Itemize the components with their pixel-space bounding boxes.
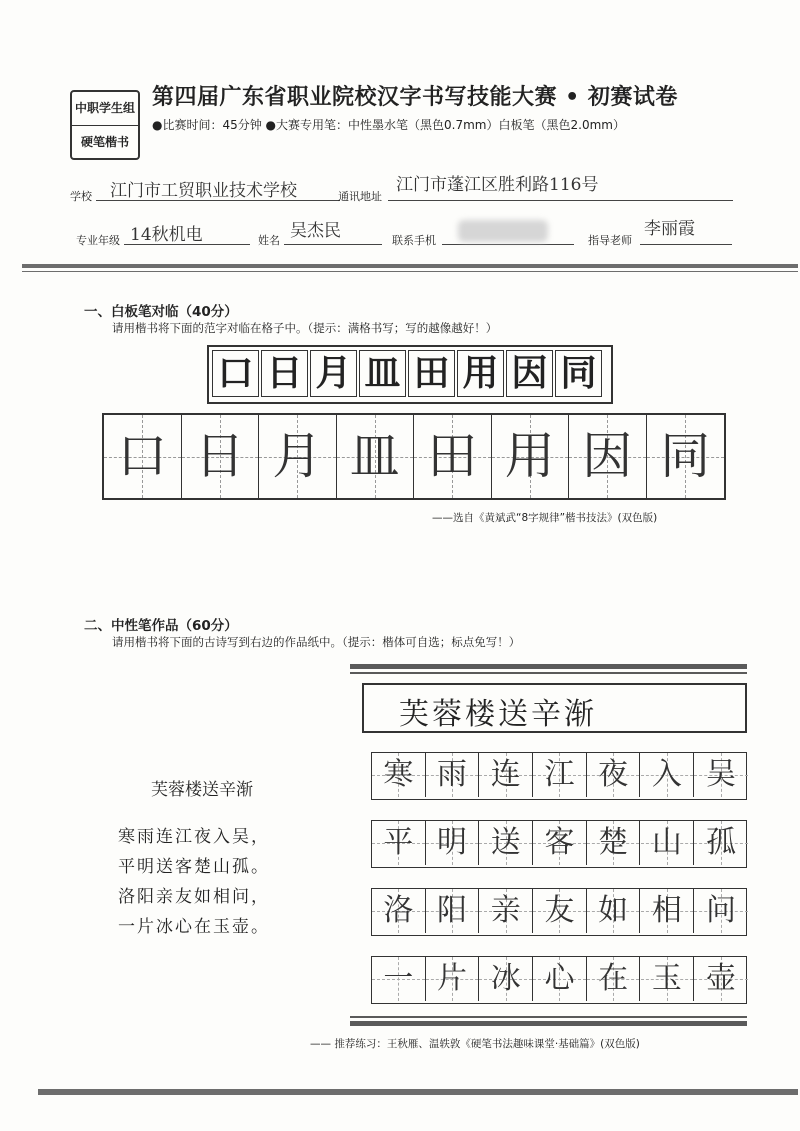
major-value: 14秋机电 — [130, 225, 203, 245]
section2-instruction: 请用楷书将下面的古诗写到右边的作品纸中。（提示：楷体可自选；标点免写！） — [112, 635, 521, 649]
work-row — [371, 820, 747, 868]
practice-cell[interactable] — [259, 415, 337, 498]
teacher-value: 李丽霞 — [644, 219, 695, 239]
work-row — [371, 752, 747, 800]
practice-cell[interactable] — [414, 415, 492, 498]
work-cell[interactable] — [426, 753, 480, 797]
work-char: 入 — [651, 757, 682, 792]
phone-label: 联系手机 — [392, 234, 436, 247]
work-char: 连 — [490, 757, 521, 792]
work-cell[interactable] — [372, 753, 426, 797]
work-char: 壶 — [706, 961, 737, 996]
teacher-line — [640, 244, 732, 245]
work-char: 片 — [437, 961, 468, 996]
name-line — [284, 244, 382, 245]
poem-title: 芙蓉楼送辛渐 — [151, 780, 253, 800]
model-char-box — [207, 345, 613, 404]
work-char: 明 — [437, 825, 468, 860]
name-label: 姓名 — [258, 234, 280, 247]
practice-char: 田 — [427, 427, 478, 485]
model-char: 皿 — [359, 350, 406, 397]
work-char: 玉 — [651, 961, 682, 996]
header-rule — [22, 264, 798, 268]
work-char: 如 — [598, 893, 629, 928]
work-char: 客 — [544, 825, 575, 860]
work-cell[interactable] — [694, 753, 748, 797]
work-cell[interactable] — [372, 889, 426, 933]
work-char: 山 — [651, 825, 682, 860]
work-char: 吴 — [706, 757, 737, 792]
work-cell[interactable] — [479, 889, 533, 933]
address-line — [388, 200, 733, 201]
practice-cell[interactable] — [492, 415, 570, 498]
work-char: 亲 — [490, 893, 521, 928]
work-cell[interactable] — [426, 957, 480, 1001]
footer-rule — [38, 1089, 798, 1095]
work-cell[interactable] — [694, 957, 748, 1001]
exam-title: 第四届广东省职业院校汉字书写技能大赛 • 初赛试卷 — [152, 85, 678, 110]
work-char: 平 — [383, 825, 414, 860]
work-char: 洛 — [383, 893, 414, 928]
work-cell[interactable] — [426, 889, 480, 933]
work-char: 江 — [544, 757, 575, 792]
practice-char: 日 — [194, 427, 245, 485]
name-value: 吴杰民 — [290, 221, 341, 241]
work-char: 冰 — [490, 961, 521, 996]
practice-char: 同 — [660, 427, 711, 485]
work-paper-top-band — [350, 664, 747, 669]
practice-char: 口 — [117, 427, 168, 485]
badge-category-label: 硬笔楷书 — [80, 135, 129, 149]
work-cell[interactable] — [479, 753, 533, 797]
work-cell[interactable] — [641, 753, 695, 797]
work-paper-bottom-band — [350, 1021, 747, 1026]
model-char: 因 — [506, 350, 553, 397]
work-char: 楚 — [598, 825, 629, 860]
work-char: 在 — [598, 961, 629, 996]
work-title-box — [362, 683, 747, 733]
poem-line: 洛阳亲友如相问， — [118, 887, 270, 907]
teacher-label: 指导老师 — [588, 234, 632, 247]
model-char: 口 — [212, 350, 259, 397]
practice-char: 皿 — [349, 427, 400, 485]
work-char: 孤 — [706, 825, 737, 860]
work-char: 夜 — [598, 757, 629, 792]
school-label: 学校 — [70, 190, 92, 203]
work-paper-top-band-thin — [350, 672, 747, 674]
major-label: 专业年级 — [76, 234, 120, 247]
section1-credit: ——选自《黄斌武“8字规律”楷书技法》(双色版) — [432, 512, 658, 524]
work-char: 心 — [544, 961, 575, 996]
work-cell[interactable] — [479, 957, 533, 1001]
work-char: 友 — [544, 893, 575, 928]
section2-credit: —— 推荐练习：王秋雁、温轶敦《硬笔书法趣味课堂·基础篇》(双色版) — [310, 1038, 640, 1050]
phone-line — [442, 244, 574, 245]
model-char: 日 — [261, 350, 308, 397]
work-cell[interactable] — [587, 889, 641, 933]
badge-group-label: 中职学生组 — [72, 92, 138, 126]
practice-cell[interactable] — [104, 415, 182, 498]
address-label: 通讯地址 — [338, 190, 382, 203]
model-char: 月 — [310, 350, 357, 397]
work-cell[interactable] — [533, 957, 587, 1001]
work-char: 问 — [706, 893, 737, 928]
header-rule-thin — [22, 271, 798, 272]
section2-heading: 二、中性笔作品（60分） — [84, 618, 238, 634]
work-char: 雨 — [437, 757, 468, 792]
work-cell[interactable] — [694, 821, 748, 865]
model-char: 用 — [457, 350, 504, 397]
practice-char: 月 — [272, 427, 323, 485]
practice-char: 用 — [504, 427, 555, 485]
work-char: 送 — [490, 825, 521, 860]
model-char: 田 — [408, 350, 455, 397]
exam-subtitle: ●比赛时间：45分钟 ●大赛专用笔：中性墨水笔（黑色0.7mm）白板笔（黑色2.0mm） — [152, 118, 625, 132]
work-paper-bottom-band-thin — [350, 1016, 747, 1018]
work-cell[interactable] — [641, 821, 695, 865]
work-char: 寒 — [383, 757, 414, 792]
practice-cell[interactable] — [569, 415, 647, 498]
work-cell[interactable] — [426, 821, 480, 865]
work-cell[interactable] — [694, 889, 748, 933]
work-row — [371, 888, 747, 936]
work-cell[interactable] — [533, 889, 587, 933]
address-value: 江门市蓬江区胜利路116号 — [396, 175, 599, 195]
work-cell[interactable] — [641, 957, 695, 1001]
work-char: 阳 — [437, 893, 468, 928]
school-value: 江门市工贸职业技术学校 — [110, 181, 297, 201]
work-cell[interactable] — [587, 753, 641, 797]
practice-cell[interactable] — [647, 415, 725, 498]
poem-line: 一片冰心在玉壶。 — [118, 917, 270, 937]
work-char: 相 — [651, 893, 682, 928]
work-cell[interactable] — [641, 889, 695, 933]
practice-cell[interactable] — [182, 415, 260, 498]
phone-redacted — [458, 220, 548, 242]
work-title: 芙蓉楼送辛渐 — [399, 697, 597, 732]
work-cell[interactable] — [372, 821, 426, 865]
practice-grid — [102, 413, 726, 500]
model-char: 同 — [555, 350, 602, 397]
work-char: 一 — [383, 961, 414, 996]
section1-heading: 一、白板笔对临（40分） — [84, 304, 238, 320]
group-badge — [70, 90, 140, 160]
work-cell[interactable] — [479, 821, 533, 865]
practice-char: 因 — [582, 427, 633, 485]
work-cell[interactable] — [587, 957, 641, 1001]
work-cell[interactable] — [533, 753, 587, 797]
section1-instruction: 请用楷书将下面的范字对临在格子中。（提示：满格书写；写的越像越好！） — [112, 321, 498, 335]
practice-cell[interactable] — [337, 415, 415, 498]
work-cell[interactable] — [587, 821, 641, 865]
work-cell[interactable] — [372, 957, 426, 1001]
work-row — [371, 956, 747, 1004]
poem-line: 寒雨连江夜入吴， — [118, 827, 270, 847]
work-cell[interactable] — [533, 821, 587, 865]
poem-line: 平明送客楚山孤。 — [118, 857, 270, 877]
